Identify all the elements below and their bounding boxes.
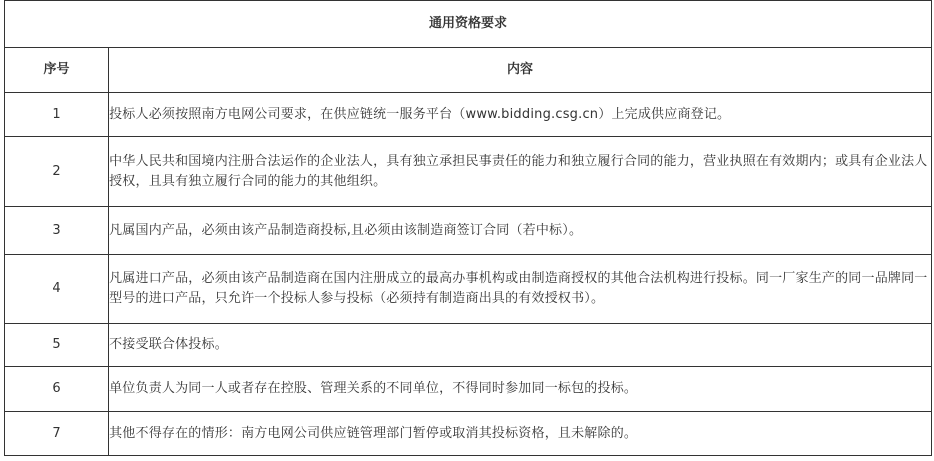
row-content: 单位负责人为同一人或者存在控股、管理关系的不同单位，不得同时参加同一标包的投标。 [109,367,932,412]
row-index: 1 [5,93,109,137]
row-index: 4 [5,255,109,324]
row-index: 3 [5,207,109,255]
table-title-row [5,1,932,48]
header-index: 序号 [5,48,109,93]
requirements-document [4,0,932,460]
header-content: 内容 [109,48,932,93]
row-index: 7 [5,412,109,456]
table-row [5,93,932,137]
table-row [5,207,932,255]
general-qualification-table [4,0,932,456]
row-index: 6 [5,367,109,412]
row-content: 中华人民共和国境内注册合法运作的企业法人，具有独立承担民事责任的能力和独立履行合同的能力，营业执照在有效期内；或具有企业法人授权，且具有独立履行合同的能力的其他组织。 [109,137,932,207]
table-row [5,324,932,367]
row-content: 不接受联合体投标。 [109,324,932,367]
table-header-row [5,48,932,93]
table-row [5,412,932,456]
table-title: 通用资格要求 [5,1,932,48]
table-row [5,367,932,412]
row-content: 其他不得存在的情形：南方电网公司供应链管理部门暂停或取消其投标资格，且未解除的。 [109,412,932,456]
row-index: 5 [5,324,109,367]
row-index: 2 [5,137,109,207]
row-content: 凡属进口产品，必须由该产品制造商在国内注册成立的最高办事机构或由制造商授权的其他合法机构进行投标。同一厂家生产的同一品牌同一型号的进口产品，只允许一个投标人参与投标（必须持有制造商出具的有效授权书）。 [109,255,932,324]
table-row [5,137,932,207]
row-content: 投标人必须按照南方电网公司要求，在供应链统一服务平台（www.bidding.csg.cn）上完成供应商登记。 [109,93,932,137]
row-content: 凡属国内产品，必须由该产品制造商投标,且必须由该制造商签订合同（若中标）。 [109,207,932,255]
table-row [5,255,932,324]
